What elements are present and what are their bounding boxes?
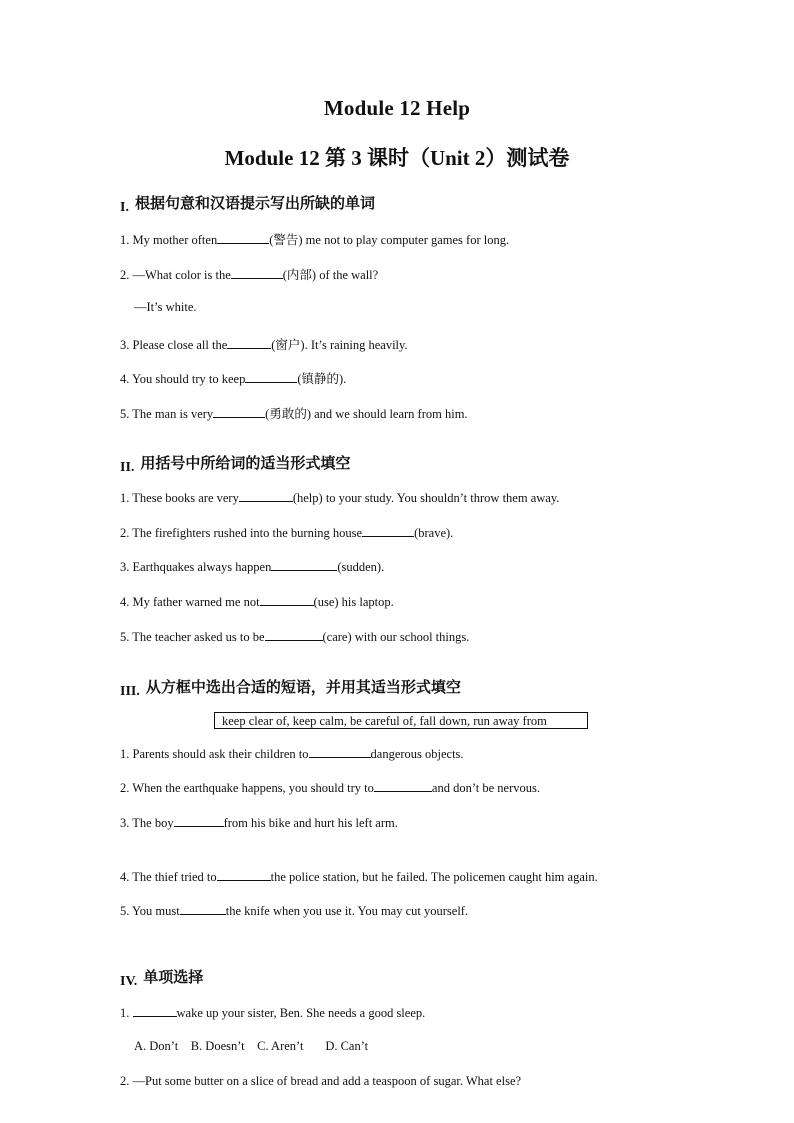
answer-blank[interactable]	[265, 628, 323, 641]
answer-blank[interactable]	[180, 902, 226, 915]
question-text: 2. —What color is the	[120, 268, 231, 282]
section-title: 从方框中选出合适的短语，并用其适当形式填空	[145, 678, 461, 696]
question-text: the police station, but he failed. The policemen caught him again.	[270, 870, 598, 884]
page-subtitle: Module 12 第 3 课时（Unit 2）测试卷	[224, 146, 570, 170]
section-number: I.	[120, 200, 129, 215]
answer-blank[interactable]	[309, 745, 371, 758]
question-text: 3. The boy	[120, 816, 174, 830]
section-title: 单项选择	[143, 968, 204, 986]
question-text: (help) to your study. You shouldn’t throw them away.	[292, 491, 560, 505]
question-text: 1. These books are very	[120, 491, 239, 505]
answer-blank[interactable]	[374, 779, 432, 792]
answer-blank[interactable]	[217, 868, 271, 881]
question-text: 5. You must	[120, 904, 180, 918]
question-line	[120, 404, 468, 422]
section-heading-2	[120, 452, 350, 473]
question-text: 2. The firefighters rushed into the burning house	[120, 526, 363, 540]
question-text: wake up your sister, Ben. She needs a good sleep.	[176, 1006, 426, 1020]
question-line	[120, 902, 468, 919]
question-text: (警告) me not to play computer games for long.	[269, 233, 510, 247]
question-text: (内部) of the wall?	[282, 268, 379, 282]
question-text: 1. My mother often	[120, 233, 218, 247]
question-line	[120, 524, 453, 541]
section-heading-3	[120, 676, 461, 697]
section-number: III.	[120, 684, 140, 699]
question-line	[120, 779, 540, 796]
answer-blank[interactable]	[213, 405, 265, 418]
question-text: (care) with our school things.	[322, 630, 470, 644]
question-line	[120, 1004, 425, 1021]
answer-blank[interactable]	[271, 558, 337, 571]
question-line	[120, 335, 408, 353]
answer-blank[interactable]	[174, 814, 224, 827]
question-text: 4. You should try to keep	[120, 372, 246, 386]
section-heading-1	[120, 192, 375, 213]
page-title: Module 12 Help	[323, 96, 471, 120]
question-text: 5. The man is very	[120, 407, 214, 421]
question-text: (use) his laptop.	[313, 595, 394, 609]
question-line	[120, 814, 398, 831]
section-title: 根据句意和汉语提示写出所缺的单词	[134, 194, 375, 212]
question-text: 2. When the earthquake happens, you should try to	[120, 781, 374, 795]
answer-blank[interactable]	[227, 336, 271, 349]
answer-blank[interactable]	[260, 593, 314, 606]
question-line	[120, 593, 394, 610]
answer-blank[interactable]	[239, 489, 293, 502]
section-number: II.	[120, 460, 135, 475]
question-text: 3. Please close all the	[120, 338, 228, 352]
question-line	[120, 558, 384, 575]
question-text: 1.	[120, 1006, 133, 1020]
section-heading-4	[120, 966, 203, 987]
phrase-box: keep clear of, keep calm, be careful of, fall down, run away from	[214, 712, 588, 729]
question-line	[120, 868, 598, 885]
question-text: 3. Earthquakes always happen	[120, 560, 272, 574]
question-text: 4. The thief tried to	[120, 870, 217, 884]
question-line: 2. —Put some butter on a slice of bread and add a teaspoon of sugar. What else?	[120, 1074, 522, 1088]
question-text: 1. Parents should ask their children to	[120, 747, 309, 761]
answer-blank[interactable]	[217, 231, 269, 244]
question-text: dangerous objects.	[370, 747, 464, 761]
question-text: (窗户). It’s raining heavily.	[271, 338, 408, 352]
answer-line: —It’s white.	[134, 300, 197, 314]
question-text: the knife when you use it. You may cut yourself.	[225, 904, 469, 918]
answer-options: A. Don’t B. Doesn’t C. Aren’t D. Can’t	[134, 1039, 369, 1053]
question-line	[120, 369, 346, 387]
question-text: 4. My father warned me not	[120, 595, 260, 609]
question-line	[120, 628, 469, 645]
question-text: and don’t be nervous.	[431, 781, 540, 795]
question-text: (sudden).	[337, 560, 385, 574]
answer-blank[interactable]	[133, 1004, 177, 1017]
question-line	[120, 489, 559, 506]
answer-blank[interactable]	[245, 370, 297, 383]
question-text: (镇静的).	[297, 372, 347, 386]
question-text: (勇敢的) and we should learn from him.	[265, 407, 468, 421]
answer-blank[interactable]	[362, 524, 414, 537]
question-line	[120, 230, 509, 248]
section-title: 用括号中所给词的适当形式填空	[140, 454, 351, 472]
question-text: 5. The teacher asked us to be	[120, 630, 265, 644]
answer-blank[interactable]	[231, 266, 283, 279]
question-line	[120, 265, 378, 283]
question-text: (brave).	[414, 526, 454, 540]
section-number: IV.	[120, 974, 138, 989]
question-text: from his bike and hurt his left arm.	[223, 816, 398, 830]
question-line	[120, 745, 464, 762]
